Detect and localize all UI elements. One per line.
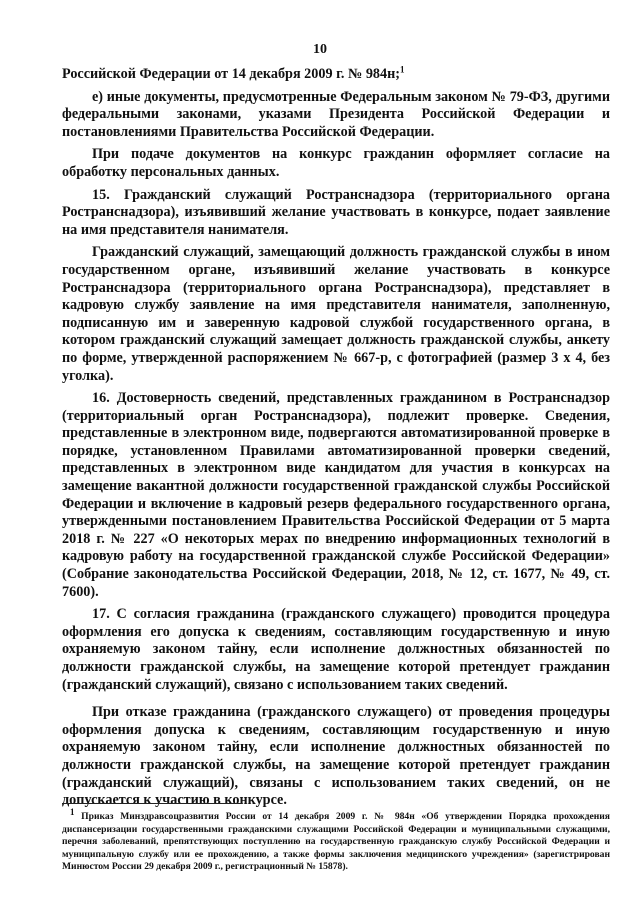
footnote [62, 806, 610, 874]
paragraph-17-continued: При отказе гражданина (гражданского служащего) от проведения процедуры оформления допуска к сведениям, составляющим государственную и иную охраняемую законом тайну, если исполнение должностных обязанностей по должности гражданской службы, на замещение которой претендует гражданин (гражданский служащий), связаны с использованием таких сведений, он не допускается к участию в конкурсе. [62, 704, 610, 809]
footnote-ref: 1 [400, 64, 405, 75]
footnote-text: Приказ Минздравсоцразвития России от 14 декабря 2009 г. № 984н «Об утверждении Порядка прохождения диспансеризации государственными гражданскими служащими Российской Федерации и муниципальными служащими, перечня заболеваний, препятствующих поступлению на государственную гражданскую службу Российской Федерации и муниципальную службу или ее прохождению, а также формы заключения медицинского учреждения» (зарегистрирован Минюстом России 29 декабря 2009 г., регистрационный № 15878). [62, 811, 610, 873]
footnote-separator [62, 803, 242, 804]
page-number: 10 [313, 42, 327, 57]
paragraph-item-e: е) иные документы, предусмотренные Федеральным законом № 79-ФЗ, другими федеральными законами, указами Президента Российской Федерации и постановлениями Правительства Российской Федерации. [62, 88, 610, 140]
continuation-line [62, 66, 610, 84]
paragraph-17: 17. С согласия гражданина (гражданского служащего) проводится процедура оформления его допуска к сведениям, составляющим государственную и иную охраняемую законом тайну, если исполнение должностных обязанностей по должности гражданской службы, на замещение которой претендует гражданин (гражданский служащий), связано с использованием таких сведений. [62, 606, 610, 693]
paragraph-15: 15. Гражданский служащий Ространснадзора (территориального органа Ространснадзора), изъявивший желание участвовать в конкурсе, подает заявление на имя представителя нанимателя. [62, 186, 610, 238]
paragraph-15-continued: Гражданский служащий, замещающий должность гражданской службы в ином государственном органе, изъявивший желание участвовать в конкурсе Ространснадзора (территориального органа Ространснадзора), представляет в кадровую службу заявление на имя представителя нанимателя, заполненную, подписанную им и заверенную кадровой службой государственного органа, в котором гражданский служащий замещает должность гражданской службы, анкету по форме, утвержденной распоряжением № 667-р, с фотографией (размер 3 х 4, без уголка). [62, 244, 610, 384]
document-body [62, 66, 610, 815]
paragraph-16: 16. Достоверность сведений, представленных гражданином в Ространснадзор (территориальный орган Ространснадзора), подлежит проверке. Сведения, представленные в электронном виде, подвергаются автоматизированной проверке в порядке, установленном Правилами автоматизированной проверки сведений, представленных в электронном виде кандидатом для участия в конкурсах на замещение вакантной должности государственной гражданской службы Российской Федерации и включение в кадровый резерв федерального государственного органа, утвержденными постановлением Правительства Российской Федерации от 5 марта 2018 г. № 227 «О некоторых мерах по внедрению информационных технологий в кадровую работу на государственной гражданской службе Российской Федерации» (Собрание законодательства Российской Федерации, 2018, № 12, ст. 1677, № 49, ст. 7600). [62, 390, 610, 600]
continuation-text: Российской Федерации от 14 декабря 2009 г. № 984н; [62, 66, 401, 82]
paragraph-consent: При подаче документов на конкурс гражданин оформляет согласие на обработку персональных данных. [62, 146, 610, 180]
footnote-marker: 1 [70, 806, 75, 817]
